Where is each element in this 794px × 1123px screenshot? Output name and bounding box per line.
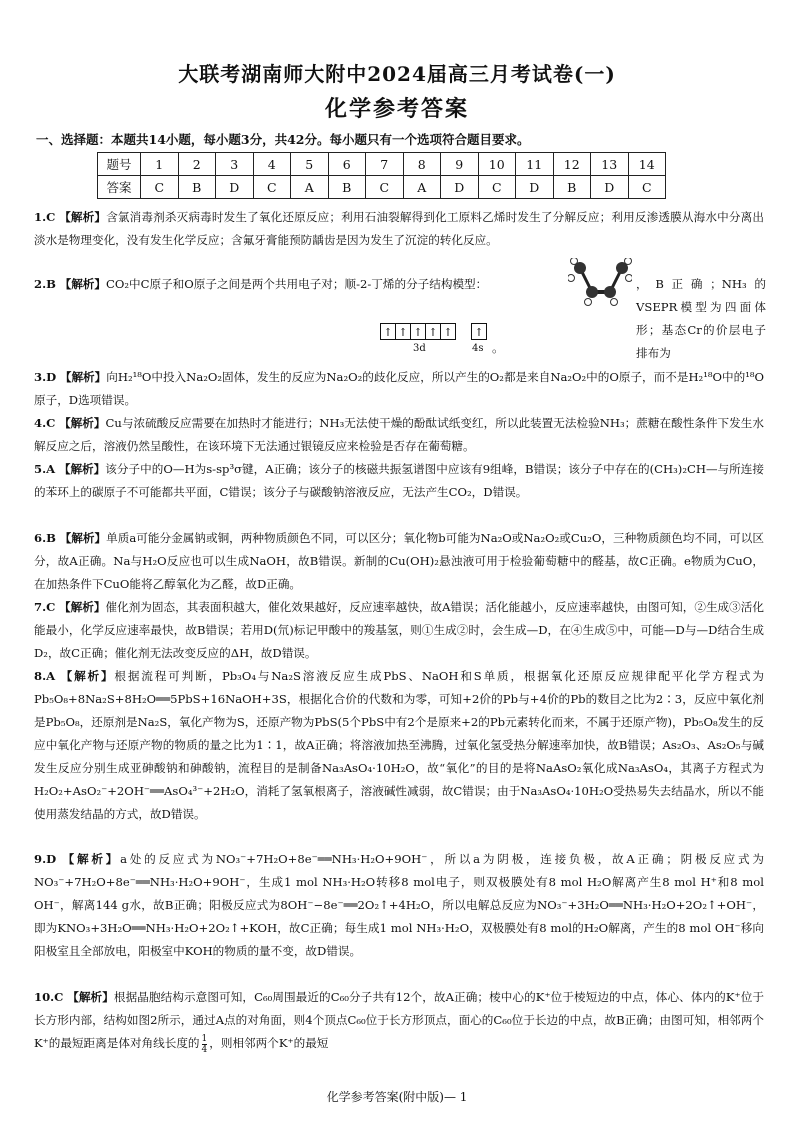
carbon-atom	[586, 286, 598, 298]
item-tag: 【解析】	[58, 462, 106, 476]
spin-up-arrow: ↑	[428, 326, 438, 339]
table-cell: 12	[553, 153, 591, 176]
table-cell: C	[141, 176, 179, 199]
item-tag: 【解析】	[67, 990, 114, 1004]
item-text: 催化剂为固态，其表面积越大，催化效果越好，反应速率越快，故A错误；活化能越小，反应速率越快，由图可知，②生成③活化能最小，化学反应速率最快，故B错误；若用D(氘)标记甲酸中的羧基氢，则①生成②时，会生成—D，在④生成⑤中，可能—D与—D结合生成D₂，故C正确；催化剂无法改变反应的ΔH，故D错误。	[34, 600, 764, 660]
spin-up-arrow: ↑	[398, 326, 408, 339]
item-tag: 【解析】	[59, 210, 107, 224]
carbon-atom	[604, 286, 616, 298]
page-footer: 化学参考答案(附中版)— 1	[326, 1090, 468, 1104]
hydrogen-atom	[585, 299, 592, 306]
table-cell: D	[591, 176, 629, 199]
spin-up-arrow: ↑	[443, 326, 453, 339]
table-cell: 7	[366, 153, 404, 176]
hydrogen-atom	[571, 258, 578, 265]
table-cell: 4	[253, 153, 291, 176]
item-number: 9.D	[34, 852, 57, 866]
table-header-cell: 题号	[98, 153, 141, 176]
item-text: 该分子中的O—H为s-sp³σ键，A正确；该分子的核磁共振氢谱图中应该有9组峰，B错误；该分子中存在的(CH₃)₂CH—与所连接的苯环上的碳原子不可能都共平面，C错误；该分子与碳酸钠溶液反应，无法产生CO₂，D错误。	[34, 462, 764, 499]
item-number: 8.A	[34, 669, 56, 683]
hydrogen-atom	[568, 275, 575, 282]
item-number: 1.C	[34, 210, 56, 224]
item-number: 3.D	[34, 370, 57, 384]
item-number: 10.C	[34, 990, 64, 1004]
answer-item-4	[34, 412, 764, 458]
page-subtitle: 化学参考答案	[324, 96, 469, 122]
answer-item-3	[34, 366, 764, 412]
table-cell: A	[403, 176, 441, 199]
table-cell: 2	[178, 153, 216, 176]
item-text: CO₂中C原子和O原子之间是两个共用电子对；顺-2-丁烯的分子结构模型：	[105, 277, 488, 291]
orbital-label-3d: 3d	[413, 343, 426, 354]
item-text: Cu与浓硫酸反应需要在加热时才能进行；NH₃无法使干燥的酚酞试纸变红，所以此装置无法检验NH₃；蔗糖在酸性条件下发生水解反应之后，溶液仍然呈酸性，在该环境下无法通过银镜反应来检验是否存在葡萄糖。	[34, 416, 764, 453]
spin-up-arrow: ↑	[383, 326, 393, 339]
answer-item-10	[34, 986, 764, 1055]
table-cell: D	[516, 176, 554, 199]
answer-item-1	[34, 206, 764, 252]
table-cell: 13	[591, 153, 629, 176]
item-text: 单质a可能分金属钠或铜，两种物质颜色不同，可以区分；氧化物b可能为Na₂O或Na₂O₂或Cu₂O，三种物质颜色均不同，可以区分，故A正确。Na与H₂O反应也可以生成NaOH，故B错误。新制的Cu(OH)₂悬浊液可用于检验葡萄糖中的醛基，故C正确。e物质为CuO，在加热条件下CuO能将乙醇氧化为乙醛，故D正确。	[34, 531, 764, 591]
item-text: 根据晶胞结构示意图可知，C₆₀周围最近的C₆₀分子共有12个，故A正确；棱中心的K⁺位于棱短边的中点，体心、体内的K⁺位于长方形内部，结构如图2所示，通过A点的对角面，则4个顶点C₆₀位于长方形顶点，面心的C₆₀位于长边的中点，故B正确；由图可知，相邻两个K⁺的最短距离是体对角线长度的	[34, 990, 764, 1050]
table-cell: C	[478, 176, 516, 199]
item-2-continuation	[636, 273, 766, 365]
butene-molecule-model	[568, 258, 632, 306]
table-cell: C	[253, 176, 291, 199]
table-cell: C	[366, 176, 404, 199]
item-text: 向H₂¹⁸O中投入Na₂O₂固体，发生的反应为Na₂O₂的歧化反应，所以产生的O₂都是来自Na₂O₂中的O原子，而不是H₂¹⁸O中的¹⁸O原子，D选项错误。	[34, 370, 764, 407]
table-cell: 9	[441, 153, 479, 176]
table-cell: A	[291, 176, 329, 199]
item-text: ，B正确；NH₃的VSEPR模型为四面体形；基态Cr的价层电子排布为	[636, 277, 766, 360]
table-cell: 11	[516, 153, 554, 176]
answer-item-6	[34, 527, 764, 596]
item-number: 5.A	[34, 462, 56, 476]
table-cell: B	[328, 176, 366, 199]
item-tag: 【解析】	[59, 277, 106, 291]
spin-up-arrow: ↑	[413, 326, 423, 339]
hydrogen-atom	[626, 275, 633, 282]
answer-item-7	[34, 596, 764, 665]
item-tag: 【解析】	[62, 852, 121, 866]
answer-item-9	[34, 848, 764, 963]
hydrogen-atom	[611, 299, 618, 306]
fraction-numerator: 1	[201, 1033, 208, 1044]
item-number: 4.C	[34, 416, 56, 430]
item-tag: 【解析】	[59, 370, 107, 384]
answer-table	[97, 152, 666, 199]
item-tag: 【解析】	[59, 600, 106, 614]
table-cell: 3	[216, 153, 254, 176]
orbital-label-4s: 4s	[472, 343, 484, 354]
table-cell: 14	[628, 153, 666, 176]
table-header-cell: 答案	[98, 176, 141, 199]
spin-up-arrow: ↑	[474, 326, 484, 339]
table-cell: D	[441, 176, 479, 199]
section-heading: 一、选择题：本题共14小题，每小题3分，共42分。每小题只有一个选项符合题目要求。	[36, 132, 530, 147]
answer-item-2	[34, 273, 564, 296]
orbital-diagram	[380, 323, 490, 343]
item-text: 。	[492, 341, 505, 355]
item-text: 根据流程可判断，Pb₃O₄与Na₂S溶液反应生成PbS、NaOH和S单质，根据氧化还原反应规律配平化学方程式为Pb₅O₈+8Na₂S+8H₂O══5PbS+16NaOH+3S，根据化合价的代数和为零，可知+2价的Pb与+4价的Pb的数目之比为2∶3，反应中氧化剂是Pb₅O₈，还原剂是Na₂S，氧化产物为S，还原产物为PbS(5个PbS中有2个是原来+2的Pb元素转化而来，不属于还原产物)，Pb₅O₈发生的反应中氧化产物与还原产物的物质的量之比为1∶1，故A正确；将溶液加热至沸腾，过氧化氢受热分解速率加快，故B错误；As₂O₃、As₂O₅与碱发生反应分别生成亚砷酸钠和砷酸钠，流程目的是制备Na₃AsO₄·10H₂O，故“氧化”的目的是将NaAsO₂氧化成Na₃AsO₄，其离子方程式为H₂O₂+AsO₂⁻+2OH⁻══AsO₄³⁻+2H₂O，消耗了氢氧根离子，溶液碱性减弱，故C错误；由于Na₃AsO₄·10H₂O受热易失去结晶水，所以不能使用蒸发结晶的方式，故D错误。	[34, 669, 764, 821]
item-text: 含氯消毒剂杀灭病毒时发生了氧化还原反应；利用石油裂解得到化工原料乙烯时发生了分解反应；利用反渗透膜从海水中分离出淡水是物理变化，没有发生化学反应；含氟牙膏能预防龋齿是因为发生了沉淀的转化反应。	[34, 210, 764, 247]
table-cell: 1	[141, 153, 179, 176]
item-tag: 【解析】	[59, 531, 107, 545]
table-cell: 6	[328, 153, 366, 176]
table-cell: D	[216, 176, 254, 199]
answer-table-row-answers	[98, 176, 666, 199]
table-cell: 5	[291, 153, 329, 176]
item-number: 2.B	[34, 277, 56, 291]
item-number: 7.C	[34, 600, 56, 614]
page-title: 大联考湖南师大附中2024届高三月考试卷(一)	[178, 62, 616, 86]
table-cell: C	[628, 176, 666, 199]
item-tag: 【解析】	[60, 669, 115, 683]
table-cell: B	[553, 176, 591, 199]
fraction	[202, 1034, 208, 1055]
item-number: 6.B	[34, 531, 56, 545]
item-text: ，则相邻两个K⁺的最短	[209, 1036, 329, 1050]
item-tag: 【解析】	[59, 416, 106, 430]
table-cell: 8	[403, 153, 441, 176]
answer-item-5	[34, 458, 764, 504]
fraction-denominator: 4	[201, 1044, 208, 1055]
answer-table-row-numbers	[98, 153, 666, 176]
answer-item-8	[34, 665, 764, 826]
table-cell: 10	[478, 153, 516, 176]
item-text: a处的反应式为NO₃⁻+7H₂O+8e⁻══NH₃·H₂O+9OH⁻，所以a为阴极，连接负极，故A正确；阴极反应式为NO₃⁻+7H₂O+8e⁻══NH₃·H₂O+9OH⁻，生成1 mol NH₃·H₂O转移8 mol电子，则双极膜处有8 mol H₂O解离产生8 mol H⁺和8 mol OH⁻，解离144 g水，故B正确；阳极反应式为8OH⁻−8e⁻══2O₂↑+4H₂O，所以电解总反应为NO₃⁻+3H₂O══NH₃·H₂O+2O₂↑+OH⁻，即为KNO₃+3H₂O══NH₃·H₂O+2O₂↑+KOH，故C正确；每生成1 mol NH₃·H₂O，双极膜处有8 mol的H₂O解离，产生的8 mol OH⁻移向阳极室且全部放电，阳极室中KOH的物质的量不变，故D错误。	[34, 852, 764, 958]
hydrogen-atom	[625, 258, 632, 265]
table-cell: B	[178, 176, 216, 199]
